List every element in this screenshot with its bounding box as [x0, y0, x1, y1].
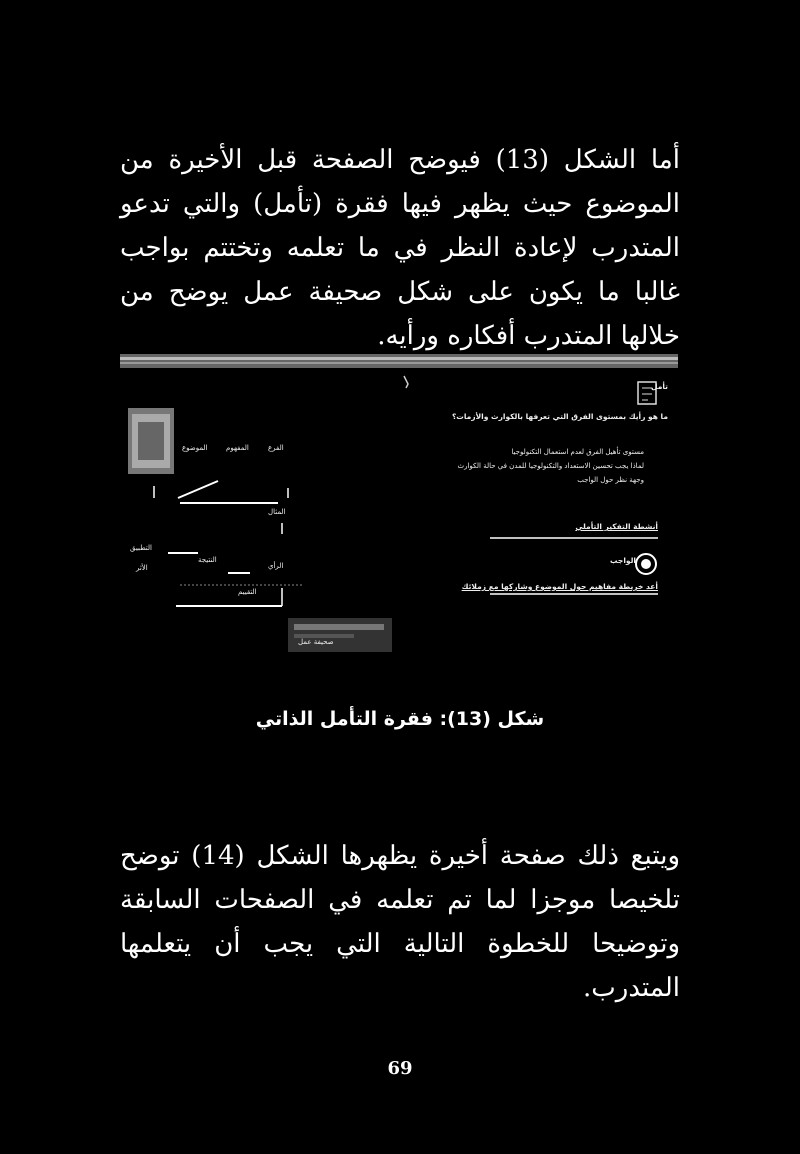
diagram-label-1: الموضوع	[182, 444, 208, 452]
figure-footer-label: صحيفة عمل	[298, 638, 334, 646]
reflection-bullet-2: لماذا يجب تحسين الاستعداد والتكنولوجيا للمدن في حالة الكوارث	[457, 462, 644, 470]
figure-caption: شكل (13): فقرة التأمل الذاتي	[255, 708, 545, 730]
diagram-label-9: التقييم	[238, 588, 257, 596]
body-paragraph-1: أما الشكل (13) فيوضح الصفحة قبل الأخيرة من الموضوع حيث يظهر فيها فقرة (تأمل) والتي تدعو المتدرب لإعادة النظر في ما تعلمه وتختتم بواجب غالبا ما يكون على شكل صحيفة عمل يوضح من خلالها المتدرب أفكاره ورأيه.	[120, 145, 680, 351]
diagram-label-2: المفهوم	[226, 444, 249, 452]
activity-title: أنشطة التفكير التأملي	[575, 522, 658, 531]
reflection-label: تأمل	[651, 382, 668, 391]
diagram-label-6: النتيجة	[198, 556, 217, 564]
figure-13-screenshot	[118, 348, 680, 658]
diagram-label-3: الفرع	[268, 444, 284, 452]
diagram-label-8: الرأي	[268, 562, 284, 570]
cursor-icon	[404, 376, 408, 388]
figure-graphic	[118, 348, 680, 658]
reflection-bullet-3: وجهة نظر حول الواجب	[577, 476, 644, 484]
diagram-label-4: المثال	[268, 508, 286, 516]
reflection-question: ما هو رأيك بمستوى الفرق التي تعرفها بالكوارث والأزمات؟	[451, 412, 668, 421]
homework-label: الواجب	[609, 556, 636, 565]
diagram-label-5: التطبيق	[130, 544, 152, 552]
homework-text: أعد خريطة مفاهيم حول الموضوع وشاركها مع زملائك	[461, 582, 658, 591]
reflection-bullet-1: مستوى تأهيل الفرق لعدم استعمال التكنولوجيا	[511, 448, 644, 456]
diagram-label-7: الأثر	[136, 564, 148, 572]
figure-banner	[120, 354, 678, 368]
page-number: 69	[387, 1058, 413, 1079]
body-paragraph-2: ويتبع ذلك صفحة أخيرة يظهرها الشكل (14) توضح تلخيصا موجزا لما تم تعلمه في الصفحات السابقة وتوضيحا للخطوة التالية التي يجب أن يتعلمها المتدرب.	[120, 841, 681, 1003]
